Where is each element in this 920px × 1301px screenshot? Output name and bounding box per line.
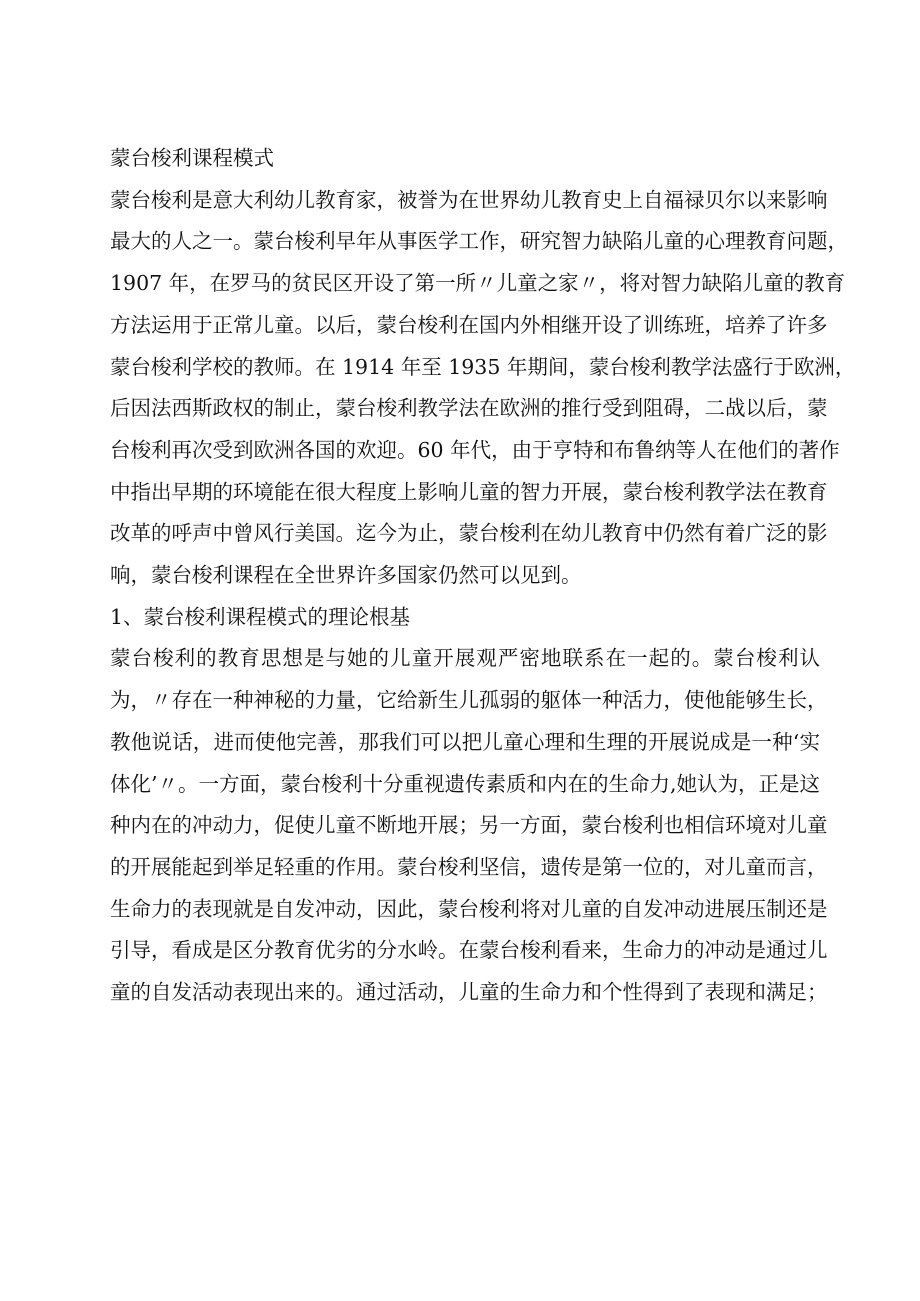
intro-line: 1907 年，在罗马的贫民区开设了第一所〃儿童之家〃，将对智力缺陷儿童的教育 — [110, 271, 846, 296]
intro-paragraph — [110, 180, 856, 597]
section-line: 引导，看成是区分教育优劣的分水岭。在蒙台梭利看来，生命力的冲动是通过儿 — [110, 938, 828, 963]
document-title: 蒙台梭利课程模式 — [110, 146, 274, 170]
section-line: 蒙台梭利的教育思想是与她的儿童开展观严密地联系在一起的。蒙台梭利认 — [110, 646, 820, 671]
section-line: 种内在的冲动力，促使儿童不断地开展；另一方面，蒙台梭利也相信环境对儿童 — [110, 813, 828, 838]
intro-line: 台梭利再次受到欧洲各国的欢迎。60 年代，由于亨特和布鲁纳等人在他们的著作 — [110, 437, 840, 462]
section-line: 生命力的表现就是自发冲动，因此，蒙台梭利将对儿童的自发冲动进展压制还是 — [110, 896, 828, 921]
intro-line: 后因法西斯政权的制止，蒙台梭利教学法在欧洲的推行受到阻碍，二战以后，蒙 — [110, 396, 828, 421]
intro-line: 最大的人之一。蒙台梭利早年从事医学工作，研究智力缺陷儿童的心理教育问题， — [110, 229, 848, 254]
section-heading: 1、蒙台梭利课程模式的理论根基 — [110, 604, 411, 629]
intro-line: 响，蒙台梭利课程在全世界许多国家仍然可以见到。 — [110, 563, 582, 588]
intro-line: 蒙台梭利学校的教师。在 1914 年至 1935 年期间，蒙台梭利教学法盛行于欧洲， — [110, 354, 856, 379]
intro-line: 改革的呼声中曾风行美国。迄今为止，蒙台梭利在幼儿教育中仍然有着广泛的影 — [110, 521, 828, 546]
section-line: 的开展能起到举足轻重的作用。蒙台梭利坚信，遗传是第一位的，对儿童而言， — [110, 854, 828, 879]
intro-line: 中指出早期的环境能在很大程度上影响儿童的智力开展，蒙台梭利教学法在教育 — [110, 479, 828, 504]
section-line: 为，〃存在一种神秘的力量，它给新生儿孤弱的躯体一种活力，使他能够生长， — [110, 688, 828, 713]
section-paragraph — [110, 638, 828, 1013]
section-line: 教他说话，进而使他完善，那我们可以把儿童心理和生理的开展说成是一种‘实 — [110, 729, 820, 754]
section-line: 童的自发活动表现出来的。通过活动，儿童的生命力和个性得到了表现和满足； — [110, 980, 828, 1005]
section-line: 体化’〃。一方面，蒙台梭利十分重视遗传素质和内在的生命力,她认为，正是这 — [110, 771, 821, 796]
intro-line: 方法运用于正常儿童。以后，蒙台梭利在国内外相继开设了训练班，培养了许多 — [110, 312, 828, 337]
document-body — [110, 138, 856, 1014]
intro-line: 蒙台梭利是意大利幼儿教育家，被誉为在世界幼儿教育史上自福禄贝尔以来影响 — [110, 187, 828, 212]
